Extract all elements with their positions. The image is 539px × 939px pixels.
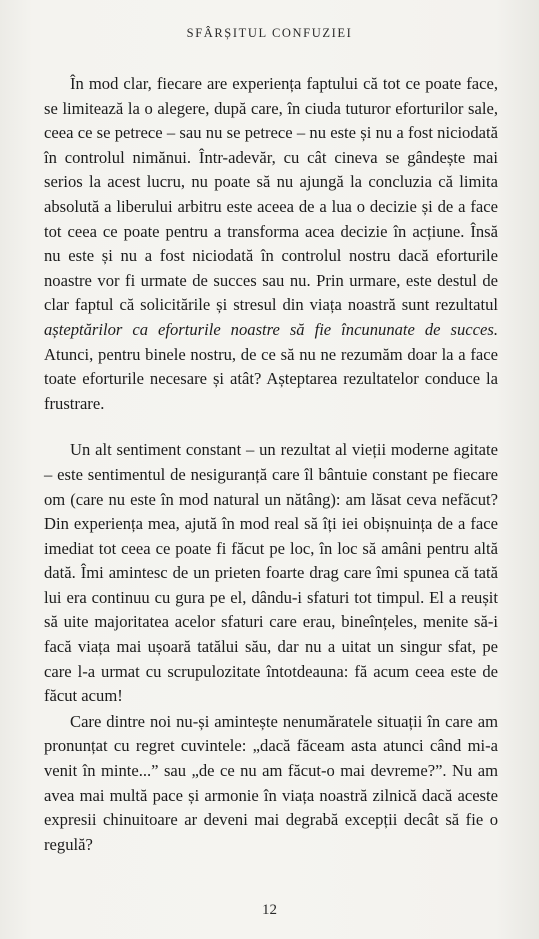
body-text [44,72,498,857]
paragraph-1 [44,72,498,416]
paragraph-1-emphasis: așteptărilor ca eforturile noastre să fie încununate de succes. [44,319,498,339]
paragraph-2: Un alt sentiment constant – un rezultat al vieții moderne agitate – este sentimentul de nesiguranță care îl bântuie constant pe fiecare om (care nu este în mod natural un nătâng): am lăsat ceva nefăcut? Din experiența mea, ajută în mod real să îți iei obișnuința de a face imediat tot ceea ce poate fi făcut pe loc, în loc să amâni pentru altă dată. Îmi amintesc de un prieten foarte drag care îmi spunea că tată lui era continuu cu gura pe el, dându-i sfaturi tot timpul. El a reușit să uite majoritatea acelor sfaturi care erau, bineînțeles, menite să-i facă viața mai ușoară tatălui său, dar nu a uitat un singur sfat, pe care l-a urmat cu scrupulozitate întotdeauna: fă acum ceea este de făcut acum! [44,440,498,706]
paragraph-3: Care dintre noi nu-și amintește nenumăratele situații în care am pronunțat cu regret cuvintele: „dacă făceam asta atunci când mi-a venit în minte...” sau „de ce nu am făcut-o mai devreme?”. Nu am avea mai multă pace și armonie în viața noastră zilnică dacă aceste expresii chinuitoare ar deveni mai degrabă excepții decât să fie o regulă? [44,711,498,854]
page-number: 12 [262,902,277,918]
paragraph-1-text-b: Atunci, pentru binele nostru, de ce să nu ne rezumăm doar la a face toate eforturile necesare și atât? Așteptarea rezultatelor conduce la frustrare. [44,344,498,413]
paragraph-1-text-a: În mod clar, fiecare are experiența faptului că tot ce poate face, se limitează la o alegere, după care, în ciuda tuturor eforturilor sale, ceea ce se petrece – sau nu se petrece – nu este și nu a fost niciodată în controlul nimănui. Într-adevăr, cu cât cineva se gândește mai serios la acest lucru, nu poate să nu ajungă la concluzia că limita absolută a liberului arbitru este aceea de a lua o decizie și de a face tot ceea ce poate pentru a transforma acea decizie în acțiune. Însă nu este și nu a fost niciodată în controlul nostru dacă eforturile noastre vor fi urmate de succes sau nu. Prin urmare, este destul de clar faptul că solicitările și stresul din viața noastră sunt rezultatul [44,74,498,315]
running-title: SFÂRȘITUL CONFUZIEI [186,26,353,40]
